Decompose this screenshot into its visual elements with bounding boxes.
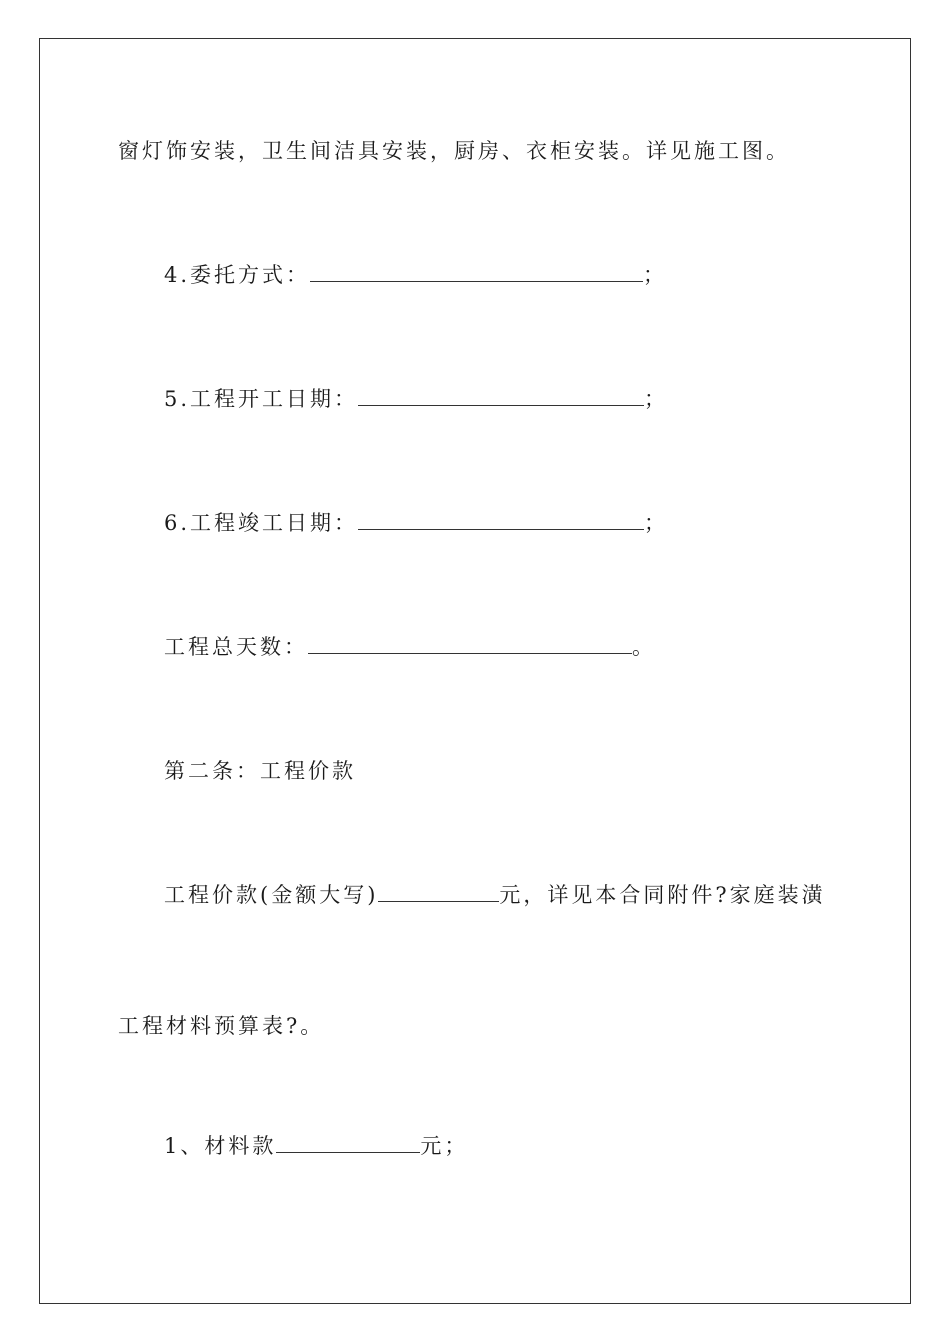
- blank-material-cost[interactable]: [276, 1132, 420, 1153]
- field-end: 元，详见本合同附件?家庭装潢: [499, 883, 826, 907]
- field-label: 6.工程竣工日期：: [164, 511, 359, 535]
- blank-start-date[interactable]: [358, 385, 644, 406]
- blank-total-days[interactable]: [308, 633, 632, 654]
- text-install-details: 窗灯饰安装，卫生间洁具安装，厨房、衣柜安装。详见施工图。: [118, 139, 790, 163]
- section-heading: 第二条：工程价款: [164, 759, 356, 783]
- field-completion-date: [164, 508, 668, 538]
- field-end: ；: [644, 387, 669, 411]
- field-label: 4.委托方式：: [164, 263, 311, 287]
- blank-contract-price[interactable]: [378, 881, 499, 902]
- field-material-cost: [164, 1131, 468, 1161]
- text-line-budget-table: [118, 1011, 324, 1041]
- field-contract-price: [164, 880, 826, 910]
- field-end: 。: [632, 635, 656, 659]
- section-heading-article-2: [164, 756, 356, 786]
- text-line-1: [118, 136, 790, 166]
- blank-completion-date[interactable]: [358, 509, 644, 530]
- field-entrust-method: [164, 260, 667, 290]
- field-label: 5.工程开工日期：: [164, 387, 359, 411]
- page-frame: [39, 38, 911, 1304]
- field-total-days: [164, 632, 656, 662]
- field-start-date: [164, 384, 668, 414]
- field-end: ；: [644, 511, 669, 535]
- field-end: ；: [643, 263, 668, 287]
- field-label: 工程价款(金额大写): [164, 883, 379, 907]
- field-label: 工程总天数：: [164, 635, 308, 659]
- field-label: 1、材料款: [164, 1134, 277, 1158]
- text-budget-table: 工程材料预算表?。: [118, 1014, 325, 1038]
- field-end: 元；: [420, 1134, 469, 1158]
- blank-entrust-method[interactable]: [310, 261, 643, 282]
